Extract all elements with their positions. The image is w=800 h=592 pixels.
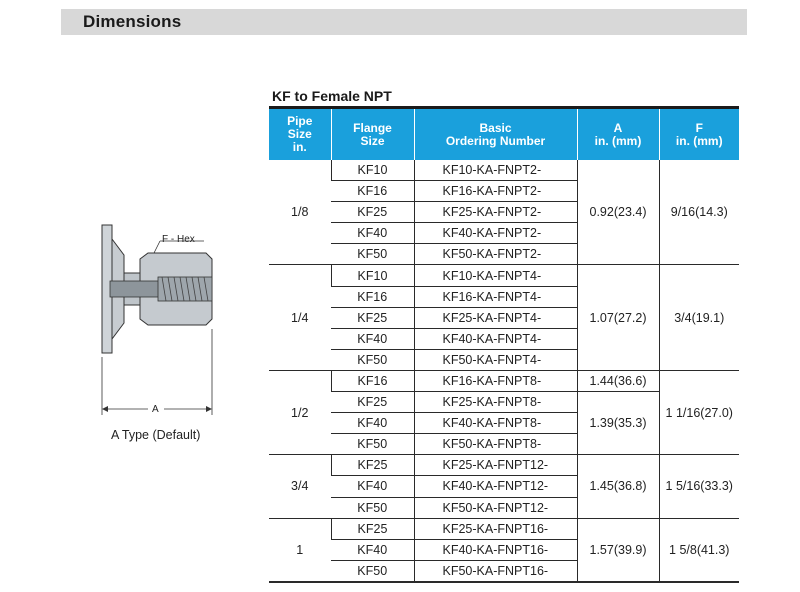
header-line: A [613, 120, 623, 135]
ordering-number-cell: KF16-KA-FNPT4- [414, 286, 577, 307]
section-header-bar [61, 9, 747, 35]
flange-size-cell: KF25 [331, 307, 414, 328]
flange-size-cell: KF50 [331, 497, 414, 518]
ordering-number-cell: KF40-KA-FNPT8- [414, 413, 577, 434]
ordering-number-cell: KF10-KA-FNPT2- [414, 160, 577, 181]
a-dimension-cell: 1.45(36.8) [577, 455, 659, 518]
header-line: Flange [353, 120, 392, 135]
pipe-size-header [269, 108, 331, 161]
flange-size-cell: KF40 [331, 413, 414, 434]
pipe-size-cell: 1/4 [269, 265, 331, 370]
ordering-number-cell: KF25-KA-FNPT12- [414, 455, 577, 476]
header-line: Basic [479, 120, 512, 135]
table-row [269, 518, 739, 539]
ordering-number-cell: KF16-KA-FNPT8- [414, 370, 577, 391]
ordering-number-cell: KF40-KA-FNPT12- [414, 476, 577, 497]
fitting-drawing [96, 215, 226, 425]
header-line: Size [360, 133, 385, 148]
ordering-number-cell: KF40-KA-FNPT16- [414, 539, 577, 560]
ordering-number-cell: KF25-KA-FNPT16- [414, 518, 577, 539]
table-row [269, 160, 739, 181]
header-line: F [695, 120, 703, 135]
f-dimension-cell: 3/4(19.1) [659, 265, 739, 370]
flange-size-cell: KF25 [331, 202, 414, 223]
a-dimension-cell: 0.92(23.4) [577, 160, 659, 265]
header-line: Ordering Number [445, 133, 546, 148]
ordering-number-cell: KF25-KA-FNPT2- [414, 202, 577, 223]
flange-size-cell: KF40 [331, 539, 414, 560]
dimensions-table-wrapper [269, 106, 739, 583]
flange-size-cell: KF10 [331, 265, 414, 286]
drawing-caption: A Type (Default) [111, 428, 201, 442]
table-head [269, 108, 739, 161]
f-dimension-cell: 9/16(14.3) [659, 160, 739, 265]
ordering-number-header [414, 108, 577, 161]
pipe-size-cell: 3/4 [269, 455, 331, 518]
flange-size-header [331, 108, 414, 161]
table-row [269, 265, 739, 286]
pipe-size-cell: 1 [269, 518, 331, 582]
ordering-number-cell: KF50-KA-FNPT2- [414, 244, 577, 265]
header-line: in. [292, 140, 307, 154]
ordering-number-cell: KF50-KA-FNPT8- [414, 434, 577, 455]
a-dimension-cell: 1.07(27.2) [577, 265, 659, 370]
dimension-a-label: A [152, 404, 159, 415]
f-dimension-header [659, 108, 739, 161]
a-dimension-cell: 1.57(39.9) [577, 518, 659, 582]
table-row [269, 455, 739, 476]
ordering-number-cell: KF10-KA-FNPT4- [414, 265, 577, 286]
flange-size-cell: KF25 [331, 455, 414, 476]
flange-size-cell: KF50 [331, 560, 414, 582]
ordering-number-cell: KF50-KA-FNPT4- [414, 349, 577, 370]
dimensions-table [269, 106, 739, 583]
a-dimension-cell: 1.44(36.6) [577, 370, 659, 391]
header-line: Pipe [287, 114, 313, 128]
f-dimension-cell: 1 5/16(33.3) [659, 455, 739, 518]
ordering-number-cell: KF50-KA-FNPT12- [414, 497, 577, 518]
header-line: in. (mm) [675, 133, 723, 148]
flange-size-cell: KF50 [331, 349, 414, 370]
table-body [269, 160, 739, 582]
section-title: Dimensions [83, 12, 182, 31]
flange-size-cell: KF50 [331, 244, 414, 265]
flange-size-cell: KF40 [331, 476, 414, 497]
flange-size-cell: KF16 [331, 286, 414, 307]
ordering-number-cell: KF50-KA-FNPT16- [414, 560, 577, 582]
ordering-number-cell: KF40-KA-FNPT4- [414, 328, 577, 349]
table-row [269, 370, 739, 391]
flange-size-cell: KF16 [331, 370, 414, 391]
flange-size-cell: KF50 [331, 434, 414, 455]
flange-size-cell: KF16 [331, 181, 414, 202]
ordering-number-cell: KF25-KA-FNPT4- [414, 307, 577, 328]
ordering-number-cell: KF25-KA-FNPT8- [414, 392, 577, 413]
flange-size-cell: KF40 [331, 328, 414, 349]
flange-size-cell: KF10 [331, 160, 414, 181]
pipe-size-cell: 1/2 [269, 370, 331, 454]
header-row [269, 108, 739, 161]
ordering-number-cell: KF16-KA-FNPT2- [414, 181, 577, 202]
header-line: in. (mm) [594, 133, 642, 148]
flange-size-cell: KF40 [331, 223, 414, 244]
ordering-number-cell: KF40-KA-FNPT2- [414, 223, 577, 244]
a-dimension-cell: 1.39(35.3) [577, 392, 659, 455]
f-dimension-cell: 1 5/8(41.3) [659, 518, 739, 582]
kf-fitting-illustration [96, 215, 226, 425]
f-dimension-cell: 1 1/16(27.0) [659, 370, 739, 454]
flange-size-cell: KF25 [331, 518, 414, 539]
flange-size-cell: KF25 [331, 392, 414, 413]
table-caption: KF to Female NPT [272, 88, 392, 104]
a-dimension-header [577, 108, 659, 161]
pipe-size-cell: 1/8 [269, 160, 331, 265]
hex-label: F - Hex [162, 234, 195, 245]
header-line: Size [287, 127, 312, 141]
